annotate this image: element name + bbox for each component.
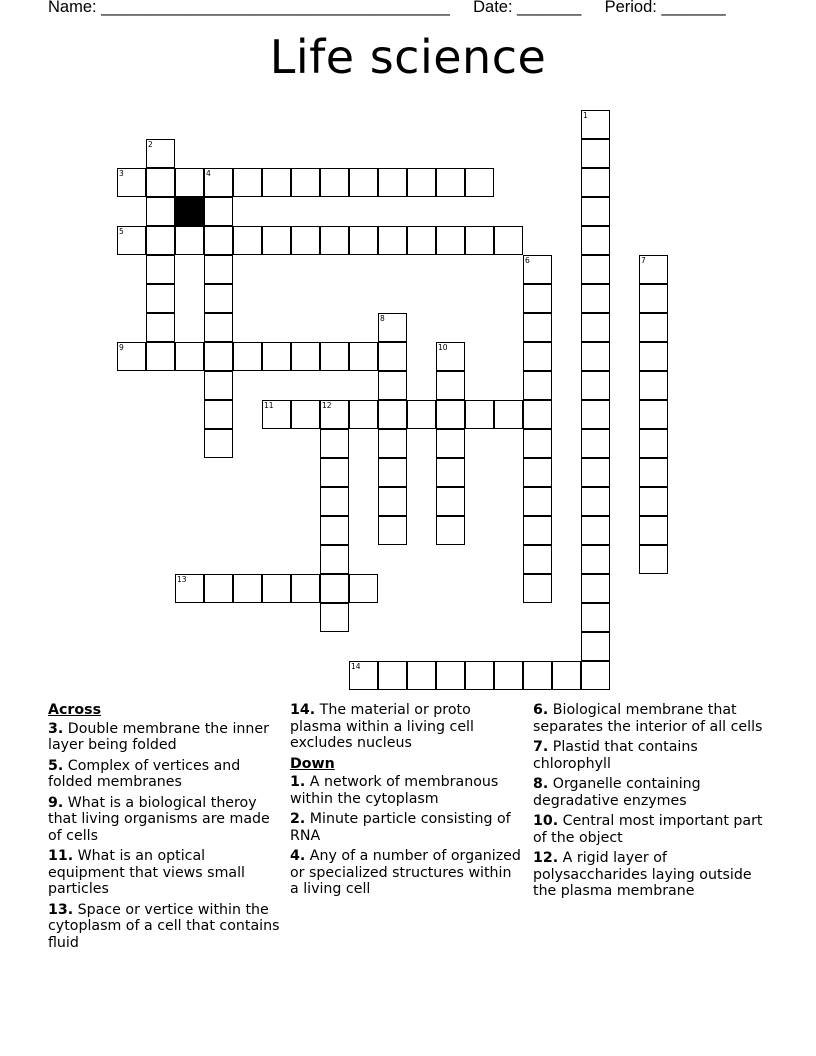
clue-number: 10. xyxy=(533,813,559,829)
grid-cell[interactable] xyxy=(233,226,262,255)
grid-cell[interactable] xyxy=(320,603,349,632)
date-blank[interactable]: _______ xyxy=(517,0,582,16)
clue-number-label: 14 xyxy=(351,662,361,671)
grid-cell[interactable] xyxy=(465,226,494,255)
grid-cell[interactable] xyxy=(262,226,291,255)
grid-cell[interactable] xyxy=(639,255,668,284)
grid-cell[interactable] xyxy=(552,661,581,690)
grid-cell[interactable] xyxy=(523,429,552,458)
grid-cell[interactable] xyxy=(494,226,523,255)
clue-number-label: 12 xyxy=(322,401,332,410)
grid-cell[interactable] xyxy=(291,342,320,371)
grid-cell[interactable] xyxy=(465,661,494,690)
grid-cell[interactable] xyxy=(204,168,233,197)
clue-number-label: 8 xyxy=(380,314,385,323)
grid-cell[interactable] xyxy=(523,661,552,690)
grid-cell[interactable] xyxy=(204,197,233,226)
clue-across-5[interactable] xyxy=(48,758,280,791)
grid-cell[interactable] xyxy=(581,255,610,284)
grid-cell[interactable] xyxy=(639,400,668,429)
black-square xyxy=(175,197,204,226)
clue-text: The material or proto plasma within a living cell excludes nucleus xyxy=(290,702,474,751)
grid-cell[interactable] xyxy=(233,342,262,371)
grid-cell[interactable] xyxy=(204,400,233,429)
grid-cell[interactable] xyxy=(639,342,668,371)
grid-cell[interactable] xyxy=(523,516,552,545)
grid-cell[interactable] xyxy=(291,400,320,429)
clue-number: 11. xyxy=(48,848,74,864)
clue-number: 5. xyxy=(48,757,64,774)
clue-down-6[interactable] xyxy=(533,702,765,735)
clue-text: Plastid that contains chlorophyll xyxy=(533,739,698,772)
grid-cell[interactable] xyxy=(262,342,291,371)
grid-cell[interactable] xyxy=(175,226,204,255)
grid-cell[interactable] xyxy=(407,661,436,690)
grid-cell[interactable] xyxy=(465,168,494,197)
clue-text: A network of membranous within the cytoplasm xyxy=(290,774,499,807)
grid-cell[interactable] xyxy=(378,487,407,516)
clue-number-label: 6 xyxy=(525,256,530,265)
grid-cell[interactable] xyxy=(175,168,204,197)
grid-cell[interactable] xyxy=(523,284,552,313)
grid-cell[interactable] xyxy=(581,342,610,371)
grid-cell[interactable] xyxy=(581,400,610,429)
clue-text: Biological membrane that separates the interior of all cells xyxy=(533,702,763,735)
grid-cell[interactable] xyxy=(378,661,407,690)
grid-cell[interactable] xyxy=(349,168,378,197)
grid-cell[interactable] xyxy=(378,226,407,255)
clue-down-4[interactable] xyxy=(290,848,522,898)
grid-cell[interactable] xyxy=(407,226,436,255)
grid-cell[interactable] xyxy=(494,661,523,690)
grid-cell[interactable] xyxy=(349,574,378,603)
grid-cell[interactable] xyxy=(436,516,465,545)
clue-number: 3. xyxy=(48,720,64,737)
clue-number-label: 11 xyxy=(264,401,274,410)
clue-across-14[interactable] xyxy=(290,702,522,752)
clue-number: 14. xyxy=(290,702,316,718)
grid-cell[interactable] xyxy=(523,545,552,574)
clue-text: Minute particle consisting of RNA xyxy=(290,811,511,844)
grid-cell[interactable] xyxy=(320,342,349,371)
grid-cell[interactable] xyxy=(204,429,233,458)
grid-cell[interactable] xyxy=(378,342,407,371)
clue-down-7[interactable] xyxy=(533,739,765,772)
period-blank[interactable]: _______ xyxy=(661,0,726,16)
grid-cell[interactable] xyxy=(262,168,291,197)
grid-cell[interactable] xyxy=(320,429,349,458)
grid-cell[interactable] xyxy=(378,458,407,487)
grid-cell[interactable] xyxy=(378,313,407,342)
clue-number: 7. xyxy=(533,739,549,755)
grid-cell[interactable] xyxy=(175,574,204,603)
grid-cell[interactable] xyxy=(204,226,233,255)
clues-column-1 xyxy=(48,702,280,955)
grid-cell[interactable] xyxy=(407,168,436,197)
grid-cell[interactable] xyxy=(262,400,291,429)
grid-cell[interactable] xyxy=(117,226,146,255)
grid-cell[interactable] xyxy=(581,197,610,226)
clue-number-label: 3 xyxy=(119,169,124,178)
clue-text: What is an optical equipment that views small particles xyxy=(48,848,245,897)
clue-number-label: 2 xyxy=(148,140,153,149)
grid-cell[interactable] xyxy=(639,458,668,487)
grid-cell[interactable] xyxy=(175,342,204,371)
grid-cell[interactable] xyxy=(378,168,407,197)
clue-text: Double membrane the inner layer being folded xyxy=(48,720,269,753)
grid-cell[interactable] xyxy=(320,545,349,574)
grid-cell[interactable] xyxy=(523,487,552,516)
clue-text: Central most important part of the object xyxy=(533,813,763,846)
clue-across-3[interactable] xyxy=(48,721,280,754)
grid-cell[interactable] xyxy=(146,255,175,284)
grid-cell[interactable] xyxy=(233,168,262,197)
grid-cell[interactable] xyxy=(436,429,465,458)
clue-text: A rigid layer of polysaccharides laying outside the plasma membrane xyxy=(533,850,752,899)
grid-cell[interactable] xyxy=(639,284,668,313)
grid-cell[interactable] xyxy=(291,168,320,197)
grid-cell[interactable] xyxy=(262,574,291,603)
grid-cell[interactable] xyxy=(349,342,378,371)
grid-cell[interactable] xyxy=(581,168,610,197)
grid-cell[interactable] xyxy=(146,342,175,371)
clue-across-9[interactable] xyxy=(48,795,280,845)
clue-number-label: 9 xyxy=(119,343,124,352)
clue-text: Organelle containing degradative enzymes xyxy=(533,776,701,809)
clue-number-label: 4 xyxy=(206,169,211,178)
grid-cell[interactable] xyxy=(581,458,610,487)
grid-cell[interactable] xyxy=(581,487,610,516)
grid-cell[interactable] xyxy=(146,284,175,313)
down-heading: Down xyxy=(290,755,335,772)
header-line xyxy=(48,0,726,17)
clue-number: 12. xyxy=(533,850,559,866)
grid-cell[interactable] xyxy=(204,342,233,371)
grid-cell[interactable] xyxy=(378,400,407,429)
clue-down-12[interactable] xyxy=(533,850,765,900)
grid-cell[interactable] xyxy=(146,168,175,197)
grid-cell[interactable] xyxy=(320,516,349,545)
grid-cell[interactable] xyxy=(146,139,175,168)
grid-cell[interactable] xyxy=(523,313,552,342)
puzzle-title: Life science xyxy=(269,30,547,84)
clue-number: 9. xyxy=(48,794,64,811)
grid-cell[interactable] xyxy=(320,400,349,429)
name-blank[interactable]: ______________________________________ xyxy=(101,0,450,16)
grid-cell[interactable] xyxy=(581,516,610,545)
date-label: Date: xyxy=(473,0,513,16)
clue-text: Space or vertice within the cytoplasm of a cell that contains fluid xyxy=(48,901,280,951)
grid-cell[interactable] xyxy=(581,545,610,574)
grid-cell[interactable] xyxy=(204,284,233,313)
grid-cell[interactable] xyxy=(523,400,552,429)
clues-column-3 xyxy=(533,702,765,904)
clue-number: 6. xyxy=(533,702,549,718)
grid-cell[interactable] xyxy=(320,458,349,487)
grid-cell[interactable] xyxy=(378,516,407,545)
grid-cell[interactable] xyxy=(320,574,349,603)
grid-cell[interactable] xyxy=(581,429,610,458)
grid-cell[interactable] xyxy=(581,371,610,400)
grid-cell[interactable] xyxy=(436,661,465,690)
clue-text: Complex of vertices and folded membranes xyxy=(48,757,241,790)
grid-cell[interactable] xyxy=(146,197,175,226)
clue-number: 1. xyxy=(290,774,306,790)
grid-cell[interactable] xyxy=(436,400,465,429)
grid-cell[interactable] xyxy=(320,226,349,255)
grid-cell[interactable] xyxy=(407,400,436,429)
clue-number: 13. xyxy=(48,901,74,918)
grid-cell[interactable] xyxy=(146,226,175,255)
clue-number: 8. xyxy=(533,776,549,792)
clue-down-2[interactable] xyxy=(290,811,522,844)
grid-cell[interactable] xyxy=(117,342,146,371)
clue-number-label: 13 xyxy=(177,575,187,584)
grid-cell[interactable] xyxy=(581,632,610,661)
grid-cell[interactable] xyxy=(146,313,175,342)
grid-cell[interactable] xyxy=(494,400,523,429)
name-label: Name: xyxy=(48,0,97,16)
clue-across-11[interactable] xyxy=(48,848,280,898)
clue-down-1[interactable] xyxy=(290,774,522,807)
grid-cell[interactable] xyxy=(523,371,552,400)
grid-cell[interactable] xyxy=(523,342,552,371)
grid-cell[interactable] xyxy=(581,284,610,313)
grid-cell[interactable] xyxy=(639,487,668,516)
clue-down-8[interactable] xyxy=(533,776,765,809)
grid-cell[interactable] xyxy=(436,458,465,487)
grid-cell[interactable] xyxy=(639,371,668,400)
clue-number: 4. xyxy=(290,848,306,864)
grid-cell[interactable] xyxy=(523,255,552,284)
grid-cell[interactable] xyxy=(320,168,349,197)
grid-cell[interactable] xyxy=(639,545,668,574)
grid-cell[interactable] xyxy=(581,110,610,139)
grid-cell[interactable] xyxy=(436,226,465,255)
grid-cell[interactable] xyxy=(581,574,610,603)
grid-cell[interactable] xyxy=(581,603,610,632)
grid-cell[interactable] xyxy=(581,139,610,168)
grid-cell[interactable] xyxy=(233,574,262,603)
grid-cell[interactable] xyxy=(639,313,668,342)
grid-cell[interactable] xyxy=(465,400,494,429)
grid-cell[interactable] xyxy=(523,574,552,603)
grid-cell[interactable] xyxy=(204,371,233,400)
grid-cell[interactable] xyxy=(349,226,378,255)
grid-cell[interactable] xyxy=(436,168,465,197)
grid-cell[interactable] xyxy=(581,313,610,342)
grid-cell[interactable] xyxy=(291,226,320,255)
grid-cell[interactable] xyxy=(581,226,610,255)
clue-text: Any of a number of organized or specialized structures within a living cell xyxy=(290,848,521,897)
grid-cell[interactable] xyxy=(523,458,552,487)
grid-cell[interactable] xyxy=(639,516,668,545)
grid-cell[interactable] xyxy=(581,661,610,690)
grid-cell[interactable] xyxy=(117,168,146,197)
period-label: Period: xyxy=(604,0,657,16)
grid-cell[interactable] xyxy=(349,400,378,429)
clue-number-label: 7 xyxy=(641,256,646,265)
clue-number-label: 5 xyxy=(119,227,124,236)
grid-cell[interactable] xyxy=(204,574,233,603)
across-heading: Across xyxy=(48,702,102,718)
grid-cell[interactable] xyxy=(436,342,465,371)
grid-cell[interactable] xyxy=(204,255,233,284)
grid-cell[interactable] xyxy=(436,487,465,516)
grid-cell[interactable] xyxy=(378,429,407,458)
clue-number-label: 1 xyxy=(583,111,588,120)
clue-number: 2. xyxy=(290,811,306,827)
grid-cell[interactable] xyxy=(378,371,407,400)
clue-number-label: 10 xyxy=(438,343,448,352)
clue-across-13[interactable] xyxy=(48,902,280,952)
clue-text: What is a biological theroy that living organisms are made of cells xyxy=(48,794,270,844)
grid-cell[interactable] xyxy=(204,313,233,342)
grid-cell[interactable] xyxy=(320,487,349,516)
clues-column-2 xyxy=(290,702,522,902)
clue-down-10[interactable] xyxy=(533,813,765,846)
grid-cell[interactable] xyxy=(349,661,378,690)
grid-cell[interactable] xyxy=(436,371,465,400)
grid-cell[interactable] xyxy=(291,574,320,603)
grid-cell[interactable] xyxy=(639,429,668,458)
